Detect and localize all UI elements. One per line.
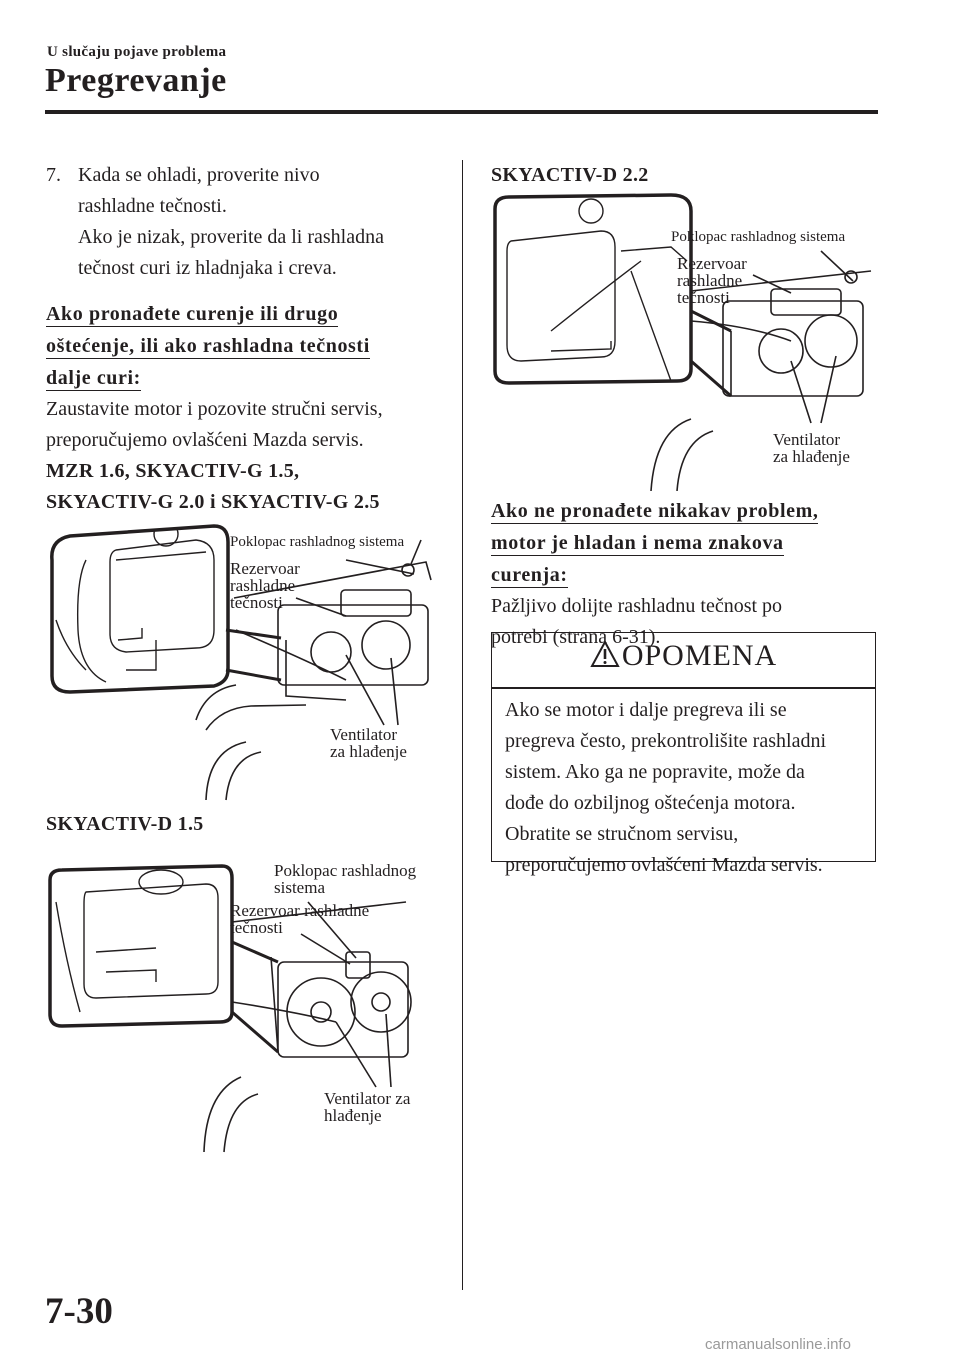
model-heading-1 [46,456,446,518]
leak-heading-line: oštećenje, ili ako rashladna tečnosti [46,335,370,357]
label-line: tečnosti [230,593,283,612]
label-line: Rezervoar [677,254,747,273]
chapter-title: U slučaju pojave problema [47,44,227,60]
label-reservoir [677,255,747,306]
leak-text-line: preporučujemo ovlašćeni Mazda servis. [46,429,364,451]
leak-text-line: Zaustavite motor i pozovite stručni servis, [46,398,383,420]
leak-heading-line: Ako pronađete curenje ili drugo [46,303,339,325]
noleak-heading-line: motor je hladan i nema znakova [491,532,784,554]
watermark: carmanualsonline.info [705,1336,851,1353]
column-divider [462,160,463,1290]
label-line: Ventilator [773,430,841,449]
label-line: tečnosti [677,288,730,307]
label-line: Rezervoar rashladne [230,901,370,920]
leak-heading-line: dalje curi: [46,367,141,389]
warning-line: preporučujemo ovlašćeni Mazda servis. [505,854,823,876]
warning-line: dođe do ozbiljnog oštećenja motora. [505,792,796,814]
warning-line: Obratite se stručnom servisu, [505,823,739,845]
label-line: Ventilator [330,725,398,744]
warning-header [492,639,875,673]
page-title: Pregrevanje [45,62,227,99]
label-line: tečnosti [230,918,283,937]
step-number: 7. [46,164,61,186]
step-line: Ako je nizak, proverite da li rashladna [78,226,384,248]
leak-heading [46,298,446,394]
model-line: MZR 1.6, SKYACTIV-G 1.5, [46,460,300,482]
label-line: Poklopac rashladnog [274,861,417,880]
warning-rule [492,687,875,689]
warning-box [491,632,876,876]
label-reservoir [230,902,369,936]
step-line: Kada se ohladi, proverite nivo [78,164,320,186]
label-line: rashladne [677,271,743,290]
left-column [46,160,446,1157]
noleak-text-line: potrebi (strana 6-31). [491,626,661,648]
label-fan [324,1090,410,1124]
warning-text [505,695,865,881]
label-line: za hlađenje [773,447,850,466]
noleak-heading-line: Ako ne pronađete nikakav problem, [491,500,819,522]
engine-figure-1 [46,520,446,805]
model-heading-2: SKYACTIV-D 1.5 [46,813,204,835]
label-line: Ventilator za [324,1089,411,1108]
label-line: za hlađenje [330,742,407,761]
model-line: SKYACTIV-G 2.0 i SKYACTIV-G 2.5 [46,491,380,513]
label-cap: Poklopac rashladnog sistema [671,229,846,245]
noleak-heading-line: curenja: [491,564,568,586]
engine-figure-3 [491,191,881,491]
engine-figure-2 [46,862,446,1157]
leak-text [46,394,446,456]
header-rule [45,110,878,114]
label-line: Rezervoar [230,559,300,578]
warning-triangle-icon [590,640,620,668]
label-fan [773,431,850,465]
warning-line: pregreva često, prekontrolišite rashladni [505,730,826,752]
label-line: sistema [274,878,325,897]
right-column [491,160,881,653]
warning-line: Ako se motor i dalje pregreva ili se [505,699,787,721]
label-cap [274,862,416,896]
noleak-heading [491,495,881,591]
warning-title: OPOMENA [621,639,778,672]
step-7 [46,160,446,284]
label-line: rashladne [230,576,296,595]
warning-line: sistem. Ako ga ne popravite, može da [505,761,805,783]
model-heading-3: SKYACTIV-D 2.2 [491,164,649,186]
page-number: 7-30 [45,1291,113,1332]
noleak-text-line: Pažljivo dolijte rashladnu tečnost po [491,595,783,617]
label-line: hlađenje [324,1106,382,1125]
label-fan [330,726,407,760]
label-reservoir [230,560,300,611]
step-line: tečnost curi iz hladnjaka i creva. [78,257,337,279]
step-line: rashladne tečnosti. [78,195,227,217]
label-cap: Poklopac rashladnog sistema [230,534,405,550]
